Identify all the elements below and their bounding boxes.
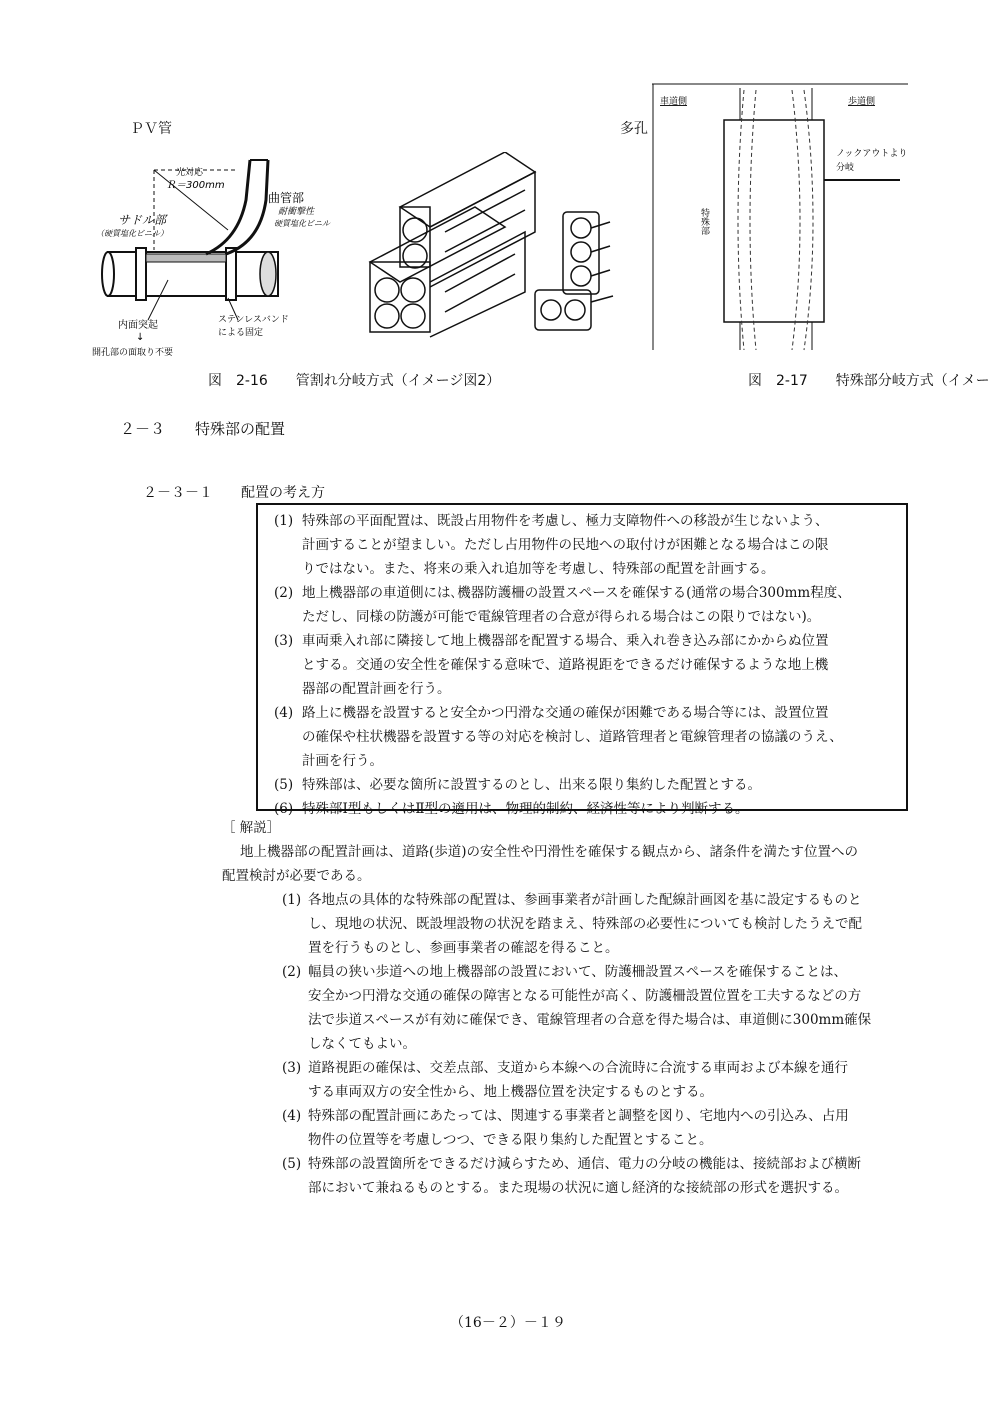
band-text-2: による固定: [218, 328, 264, 338]
inner-protrusion-text: 内面突起: [118, 320, 158, 331]
requirement-text: 特殊部の平面配置は、既設占用物件を考慮し、極力支障物件への移設が生じないよう、: [302, 513, 829, 529]
requirement-text: 器部の配置計画を行う。: [302, 681, 451, 697]
road-side-text: 車道側: [660, 97, 688, 107]
requirement-text: 計画することが望ましい。ただし占用物件の民地への取付けが困難となる場合はこの限: [302, 537, 829, 553]
commentary-text: しなくてもよい。: [308, 1036, 416, 1052]
requirement-text: 車両乗入れ部に隣接して地上機器部を配置する場合、乗入れ巻き込み部にかからぬ位置: [302, 633, 829, 649]
hard-vinyl-text: 硬質塩化ビニル: [274, 219, 330, 228]
intro-line: 地上機器部の配置計画は、道路(歩道)の安全性や円滑性を確保する観点から、諸条件を満たす位置への: [240, 844, 859, 860]
commentary-line: [282, 1104, 871, 1128]
chamfer-text: 開孔部の面取り不要: [92, 348, 174, 358]
requirement-number: (6): [274, 801, 294, 817]
commentary-item: [282, 960, 871, 1056]
commentary-text: 各地点の具体的な特殊部の配置は、参画事業者が計画した配線計画図を基に設定するものと: [308, 892, 862, 908]
commentary-text: 物件の位置等を考慮しつつ、できる限り集約した配置とすること。: [308, 1132, 713, 1148]
requirement-text: の確保や柱状機器を設置する等の対応を検討し、道路管理者と電線管理者の協議のうえ、: [302, 729, 843, 745]
requirement-line: [274, 749, 851, 773]
multi-hole-label: 多孔: [620, 121, 648, 137]
commentary-item: [282, 1056, 871, 1104]
requirement-line: [274, 557, 851, 581]
requirement-line: [274, 773, 851, 797]
commentary-line: [282, 984, 871, 1008]
radius-value-text: Ｒ＝300mm: [166, 180, 225, 191]
requirement-text: 特殊部Ⅰ型もしくはⅡ型の適用は、物理的制約、経済性等により判断する。: [302, 801, 749, 817]
requirement-number: (3): [274, 633, 294, 649]
commentary-line: [282, 1008, 871, 1032]
impact-text: 耐衝撃性: [278, 207, 315, 217]
commentary-text: する車両双方の安全性から、地上機器位置を決定するものとする。: [308, 1084, 713, 1100]
commentary-text: 幅員の狭い歩道への地上機器部の設置において、防護柵設置スペースを確保することは、: [308, 964, 848, 980]
requirement-number: (2): [274, 585, 294, 601]
commentary-number: (5): [282, 1156, 302, 1172]
requirements-list: [274, 509, 851, 821]
section-title: ２－３ 特殊部の配置: [120, 420, 286, 438]
commentary-number: (1): [282, 892, 302, 908]
requirement-text: 地上機器部の車道側には､機器防護柵の設置スペースを確保する(通常の場合300mm程度、: [302, 585, 851, 601]
commentary-text: 特殊部の設置箇所をできるだけ減らすため、通信、電力の分岐の機能は、接続部および横断: [308, 1156, 861, 1172]
multi-hole-pipe-diagram: [365, 152, 630, 342]
commentary-text: 置を行うものとし、参画事業者の確認を得ること。: [308, 940, 619, 956]
commentary-list: [282, 888, 871, 1200]
requirement-number: (5): [274, 777, 294, 793]
requirement-number: (4): [274, 705, 294, 721]
requirement-line: [274, 725, 851, 749]
requirement-line: [274, 797, 851, 821]
saddle-text: サドル部: [118, 213, 167, 227]
commentary-line: [282, 1152, 871, 1176]
subsection-title: ２－３－１ 配置の考え方: [143, 485, 325, 501]
arrow-text: ↓: [136, 332, 145, 343]
requirement-line: [274, 581, 851, 605]
commentary-line: [282, 960, 871, 984]
requirement-text: 特殊部は、必要な箇所に設置するのとし、出来る限り集約した配置とする。: [302, 777, 761, 793]
intro-line: 配置検討が必要である。: [222, 868, 371, 884]
pv-pipe-label: ＰＶ管: [130, 121, 172, 137]
commentary-number: (3): [282, 1060, 302, 1076]
requirement-line: [274, 653, 851, 677]
special-part-branch-diagram: [652, 82, 910, 352]
commentary-text: 道路視距の確保は、交差点部、支道から本線への合流時に合流する車両および本線を通行: [308, 1060, 848, 1076]
requirement-number: (1): [274, 513, 294, 529]
requirements-box: [256, 503, 908, 817]
requirement-text: とする。交通の安全性を確保する意味で、道路視距をできるだけ確保するような地上機: [302, 657, 829, 673]
commentary-line: [282, 936, 871, 960]
walk-side-text: 歩道側: [848, 97, 876, 107]
commentary-line: [282, 1056, 871, 1080]
requirement-text: ただし、同様の防護が可能で電線管理者の合意が得られる場合はこの限りではない)。: [302, 609, 821, 625]
saddle-material-text: （硬質塩化ビニル）: [96, 229, 168, 238]
bend-radius-text: 光対応: [176, 168, 204, 178]
requirement-line: [274, 605, 851, 629]
page-number: （16－２）－１９: [450, 1315, 566, 1331]
requirement-line: [274, 629, 851, 653]
requirement-text: りではない。また、将来の乗入れ追加等を考慮し、特殊部の配置を計画する。: [302, 561, 775, 577]
commentary-line: [282, 1176, 871, 1200]
pv-saddle-diagram: [88, 150, 348, 365]
requirement-line: [274, 701, 851, 725]
commentary-item: [282, 888, 871, 960]
commentary-number: (4): [282, 1108, 302, 1124]
commentary-heading: ［ 解説］: [222, 820, 281, 836]
figure-2-16-caption: 図 2-16 管割れ分岐方式（イメージ図2）: [208, 373, 501, 389]
commentary-intro: [222, 840, 858, 888]
commentary-line: [282, 1032, 871, 1056]
requirement-text: 路上に機器を設置すると安全かつ円滑な交通の確保が困難である場合等には、設置位置: [302, 705, 829, 721]
commentary-text: 部において兼ねるものとする。また現場の状況に適し経済的な接続部の形式を選択する。: [308, 1180, 848, 1196]
figure-2-17-caption: 図 2-17 特殊部分岐方式（イメー: [748, 373, 990, 389]
commentary-text: し、現地の状況、既設埋設物の状況を踏まえ、特殊部の必要性についても検討したうえで配: [308, 916, 863, 932]
commentary-number: (2): [282, 964, 302, 980]
requirement-line: [274, 509, 851, 533]
commentary-item: [282, 1104, 871, 1152]
knockout-text-1: ノックアウトより: [836, 149, 908, 159]
requirement-line: [274, 533, 851, 557]
commentary-text: 安全かつ円滑な交通の確保の障害となる可能性が高く、防護柵設置位置を工夫するなどの方: [308, 988, 862, 1004]
knockout-text-2: 分岐: [836, 163, 855, 173]
special-part-text: 特殊部: [699, 208, 709, 235]
commentary-line: [282, 912, 871, 936]
commentary-text: 特殊部の配置計画にあたっては、関連する事業者と調整を図り、宅地内への引込み、占用: [308, 1108, 849, 1124]
requirement-text: 計画を行う。: [302, 753, 383, 769]
commentary-line: [282, 1080, 871, 1104]
commentary-line: [282, 888, 871, 912]
commentary-text: 法で歩道スペースが有効に確保でき、電線管理者の合意を得た場合は、車道側に300mm確保: [308, 1012, 872, 1028]
commentary-item: [282, 1152, 871, 1200]
band-text-1: ステンレスバンド: [218, 315, 289, 325]
requirement-line: [274, 677, 851, 701]
bend-part-text: 曲管部: [268, 191, 305, 205]
commentary-line: [282, 1128, 871, 1152]
